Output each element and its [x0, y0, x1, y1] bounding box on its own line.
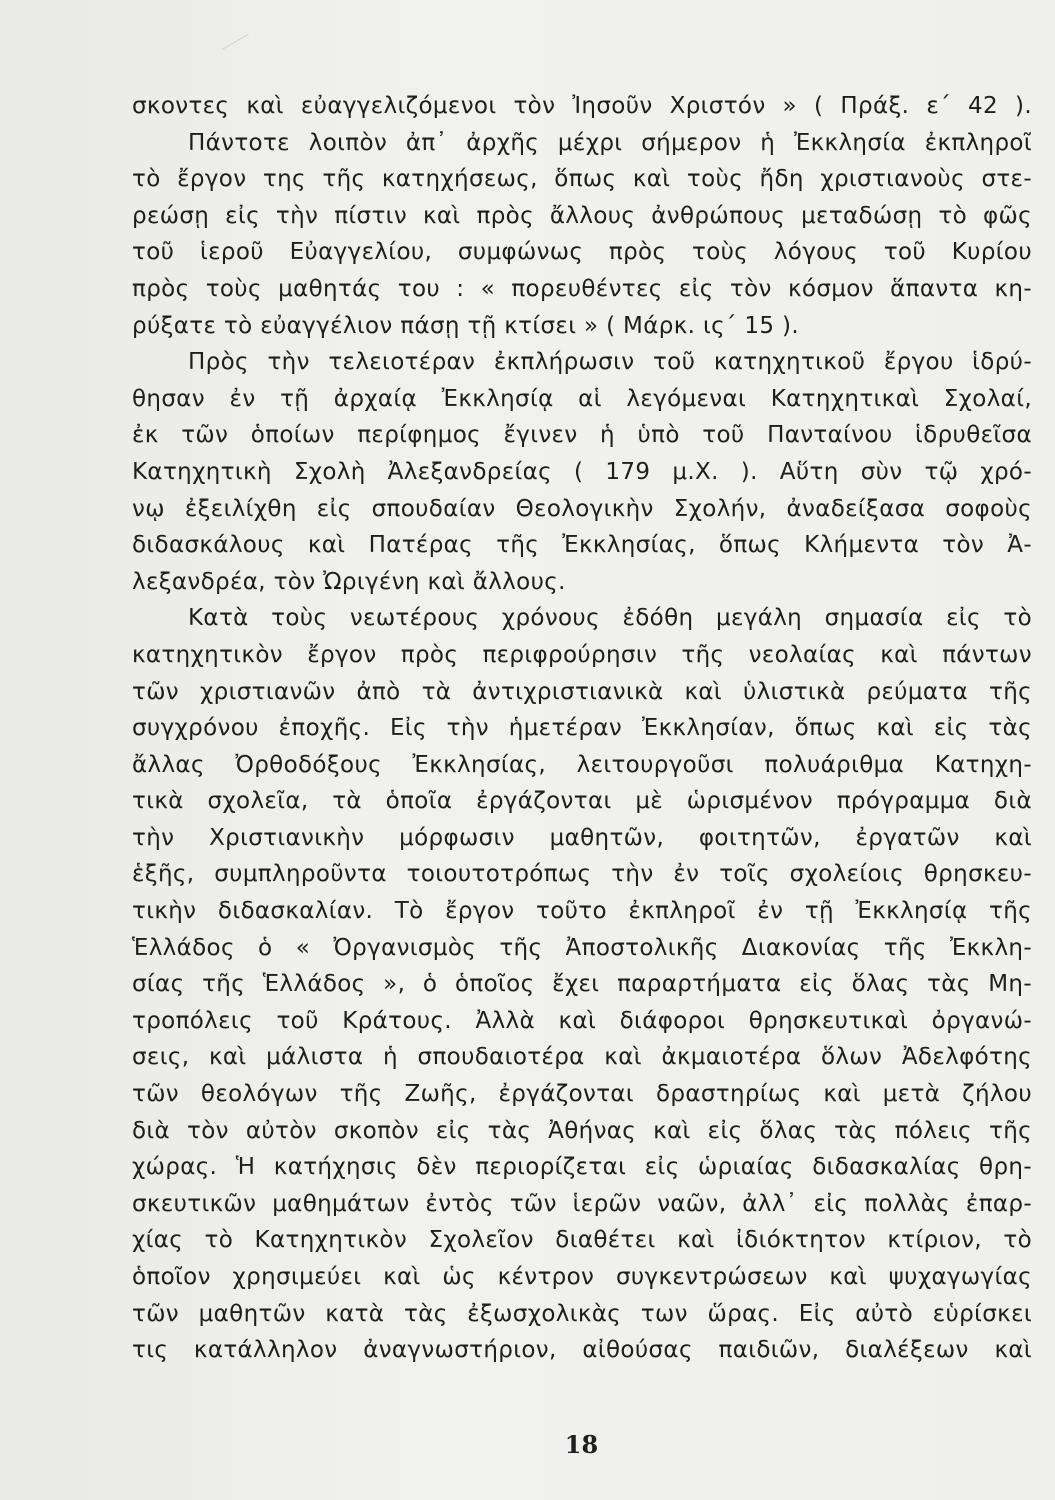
text-line: πρὸς τοὺς μαθητάς του : « πορευθέντες εἰς τὸν κόσμον ἅπαντα κη- — [132, 275, 1032, 302]
text-line: τῶν θεολόγων τῆς Ζωῆς, ἐργάζονται δραστηρίως καὶ μετὰ ζήλου — [132, 1081, 1032, 1108]
text-line: τικὰ σχολεῖα, τὰ ὁποῖα ἐργάζονται μὲ ὡρισμένον πρόγραμμα διὰ — [132, 788, 1032, 815]
text-line: Ἑλλάδος ὁ « Ὀργανισμὸς τῆς Ἀποστολικῆς Διακονίας τῆς Ἐκκλη- — [132, 934, 1032, 961]
text-line: Κατὰ τοὺς νεωτέρους χρόνους ἐδόθη μεγάλη σημασία εἰς τὸ — [188, 605, 1032, 632]
text-line: συγχρόνου ἐποχῆς. Εἰς τὴν ἡμετέραν Ἐκκλησίαν, ὅπως καὶ εἰς τὰς — [132, 715, 1032, 742]
text-line: ὁποῖον χρησιμεύει καὶ ὡς κέντρον συγκεντρώσεων καὶ ψυχαγωγίας — [132, 1264, 1032, 1290]
text-line: τὴν Χριστιανικὴν μόρφωσιν μαθητῶν, φοιτητῶν, ἐργατῶν καὶ — [132, 824, 1032, 851]
paper-mark — [222, 34, 257, 65]
text-line: χίας τὸ Κατηχητικὸν Σχολεῖον διαθέτει καὶ ἰδιόκτητον κτίριον, τὸ — [132, 1227, 1032, 1254]
text-line: διὰ τὸν αὐτὸν σκοπὸν εἰς τὰς Ἀθήνας καὶ εἰς ὅλας τὰς πόλεις τῆς — [132, 1117, 1032, 1144]
text-line: σκευτικῶν μαθημάτων ἐντὸς τῶν ἱερῶν ναῶν, ἀλλ᾽ εἰς πολλὰς ἐπαρ- — [132, 1190, 1032, 1217]
text-line: κατηχητικὸν ἔργον πρὸς περιφρούρησιν τῆς νεολαίας καὶ πάντων — [132, 641, 1032, 668]
text-line: ρεώσῃ εἰς τὴν πίστιν καὶ πρὸς ἄλλους ἀνθρώπους μεταδώσῃ τὸ φῶς — [132, 202, 1032, 229]
text-line: ἄλλας Ὀρθοδόξους Ἐκκλησίας, λειτουργοῦσι πολυάριθμα Κατηχη- — [132, 751, 1032, 778]
page-number: 18 — [564, 1430, 599, 1459]
text-line: τὸ ἔργον της τῆς κατηχήσεως, ὅπως καὶ τοὺς ἤδη χριστιανοὺς στε- — [132, 166, 1032, 193]
text-line: τροπόλεις τοῦ Κράτους. Ἀλλὰ καὶ διάφοροι θρησκευτικαὶ ὀργανώ- — [132, 1007, 1032, 1034]
text-line: χώρας. Ἡ κατήχησις δὲν περιορίζεται εἰς ὡριαίας διδασκαλίας θρη- — [132, 1154, 1032, 1181]
text-line: Κατηχητικὴ Σχολὴ Ἀλεξανδρείας ( 179 μ.Χ. ). Αὕτη σὺν τῷ χρό- — [132, 458, 1032, 485]
body-text — [132, 88, 1032, 1369]
text-line: λεξανδρέα, τὸν Ὠριγένη καὶ ἄλλους. — [132, 568, 566, 595]
text-line: σίας τῆς Ἑλλάδος », ὁ ὁποῖος ἔχει παραρτήματα εἰς ὅλας τὰς Μη- — [132, 971, 1032, 998]
text-line: ρύξατε τὸ εὐαγγέλιον πάσῃ τῇ κτίσει » ( Μάρκ. ις΄ 15 ). — [132, 312, 800, 339]
text-line: σκοντες καὶ εὐαγγελιζόμενοι τὸν Ἰησοῦν Χριστόν » ( Πράξ. ε΄ 42 ). — [132, 93, 1032, 119]
text-line: ἑξῆς, συμπληροῦντα τοιουτοτρόπως τὴν ἐν τοῖς σχολείοις θρησκευ- — [132, 861, 1032, 888]
text-line: σεις, καὶ μάλιστα ἡ σπουδαιοτέρα καὶ ἀκμαιοτέρα ὅλων Ἀδελφότης — [132, 1044, 1032, 1071]
text-line: τικὴν διδασκαλίαν. Τὸ ἔργον τοῦτο ἐκπληροῖ ἐν τῇ Ἐκκλησίᾳ τῆς — [132, 898, 1032, 925]
text-line: τοῦ ἱεροῦ Εὐαγγελίου, συμφώνως πρὸς τοὺς λόγους τοῦ Κυρίου — [132, 239, 1032, 266]
text-line: τῶν χριστιανῶν ἀπὸ τὰ ἀντιχριστιανικὰ καὶ ὑλιστικὰ ρεύματα τῆς — [132, 678, 1032, 705]
text-line: Πρὸς τὴν τελειοτέραν ἐκπλήρωσιν τοῦ κατηχητικοῦ ἔργου ἱδρύ- — [188, 349, 1032, 376]
text-line: θησαν ἐν τῇ ἀρχαίᾳ Ἐκκλησίᾳ αἱ λεγόμεναι Κατηχητικαὶ Σχολαί, — [132, 385, 1032, 412]
text-line: τις κατάλληλον ἀναγνωστήριον, αἰθούσας παιδιῶν, διαλέξεων καὶ — [132, 1337, 1032, 1364]
text-line: ἐκ τῶν ὁποίων περίφημος ἔγινεν ἡ ὑπὸ τοῦ Πανταίνου ἱδρυθεῖσα — [132, 422, 1032, 449]
text-line: τῶν μαθητῶν κατὰ τὰς ἐξωσχολικὰς των ὥρας. Εἰς αὐτὸ εὑρίσκει — [132, 1300, 1032, 1327]
text-line: νῳ ἐξειλίχθη εἰς σπουδαίαν Θεολογικὴν Σχολήν, ἀναδείξασα σοφοὺς — [132, 495, 1032, 522]
text-line: διδασκάλους καὶ Πατέρας τῆς Ἐκκλησίας, ὅπως Κλήμεντα τὸν Ἀ- — [132, 532, 1032, 559]
text-line: Πάντοτε λοιπὸν ἀπ᾽ ἀρχῆς μέχρι σήμερον ἡ Ἐκκλησία ἐκπληροῖ — [188, 129, 1032, 156]
